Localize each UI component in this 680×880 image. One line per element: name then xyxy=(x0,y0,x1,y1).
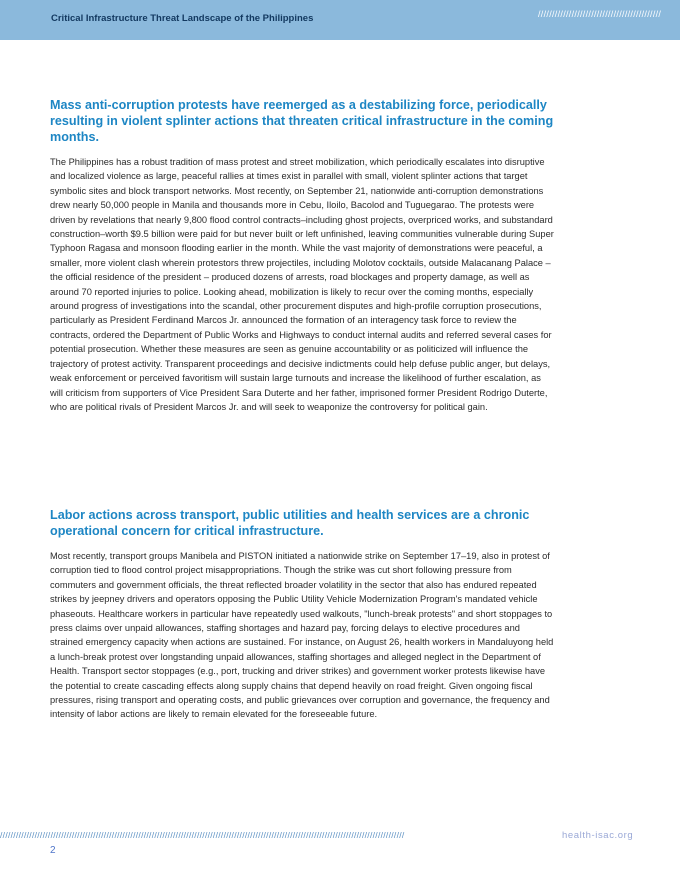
section-heading: Labor actions across transport, public utilities and health services are a chronic operational concern for critical infrastructure. xyxy=(50,508,530,538)
page-number: 2 xyxy=(50,845,56,856)
document-title: Critical Infrastructure Threat Landscape of the Philippines xyxy=(51,13,314,24)
footer-website: health-isac.org xyxy=(562,830,634,841)
section-protests xyxy=(50,97,555,414)
section-body: Most recently, transport groups Manibela and PISTON initiated a nationwide strike on September 17–19, also in protest of corruption tied to flood control project misappropriations. Though the strike was cut short following pressure from commuters and government officials, the threat reflected broader volatility in the sector that also has endured repeated strikes by jeepney drivers and operators opposing the Public Utility Vehicle Modernization Program's mandated vehicle phaseouts. Healthcare workers in particular have repeatedly used walkouts, "lunch-break protests" and short stoppages to press claims over unpaid allowances, staffing shortages and hazard pay, forcing delays to elective procedures and strained emergency capacity when actions are sustained. For instance, on August 26, health workers in Mandaluyong held a lunch-break protest over longstanding unpaid allowances, staffing shortages and alleged neglect in the Department of Health. Transport sector stoppages (e.g., port, trucking and driver strikes) and government worker protests likewise have the potential to create cascading effects along supply chains that depend heavily on road freight. Given ongoing fiscal pressures, rising transport and operating costs, and public grievances over corruption and governance, the frequency and intensity of labor actions are likely to remain elevated for the foreseeable future. xyxy=(50,551,554,720)
section-heading: Mass anti-corruption protests have reemerged as a destabilizing force, periodically resulting in violent splinter actions that threaten critical infrastructure in the coming months. xyxy=(50,98,554,144)
section-labor-actions xyxy=(50,507,555,722)
section-body: The Philippines has a robust tradition of mass protest and street mobilization, which periodically escalates into disruptive and localized violence as large, peaceful rallies at times exist in parallel with small, violent splinter actions that target symbolic sites and block transport networks. Most recently, on September 21, nationwide anti-corruption demonstrations drew nearly 50,000 people in Manila and thousands more in Cebu, Iloilo, Bacolod and Tuguegarao. The protests were driven by revelations that nearly 9,800 flood control contracts–including ghost projects, overpriced works, and substandard construction–worth $9.5 billion were paid for but never built or left unfinished, leaving communities vulnerable during Super Typhoon Ragasa and monsoon flooding earlier in the month. While the vast majority of demonstrations were peaceful, a smaller, more violent clash wherein protestors threw projectiles, including Molotov cocktails, outside Malacanang Palace – the official residence of the president – produced dozens of arrests, road blockages and property damage, as well as around 70 reported injuries to police. Looking ahead, mobilization is likely to recur over the coming months, especially around progress of investigations into the scandal, other procurement disputes and high-profile corruption prosecutions, particularly as President Ferdinand Marcos Jr. announced the formation of an interagency task force to review the contracts, ordered the Department of Public Works and Highways to conduct internal audits and referred several cases for potential prosecution. Whether these measures are seen as genuine accountability or as politicized will influence the trajectory of protest activity. Transparent proceedings and decisive indictments could help defuse public anger, but delays, weak enforcement or perceived favoritism will sustain large turnouts and increase the likelihood of further escalation, as will criticism from supporters of Vice President Sara Duterte and her father, imprisoned former President Rodrigo Duterte, who are political rivals of President Marcos Jr. and will seek to weaponize the controversy for political gain. xyxy=(50,157,554,412)
footer-slash-pattern: //////////////////////////////////////////////////////////////////////////////////////////////////////////////////////////////////////////////////////// xyxy=(0,830,405,840)
header-band xyxy=(0,0,680,40)
header-slash-pattern: //////////////////////////////////////////// xyxy=(538,9,662,19)
